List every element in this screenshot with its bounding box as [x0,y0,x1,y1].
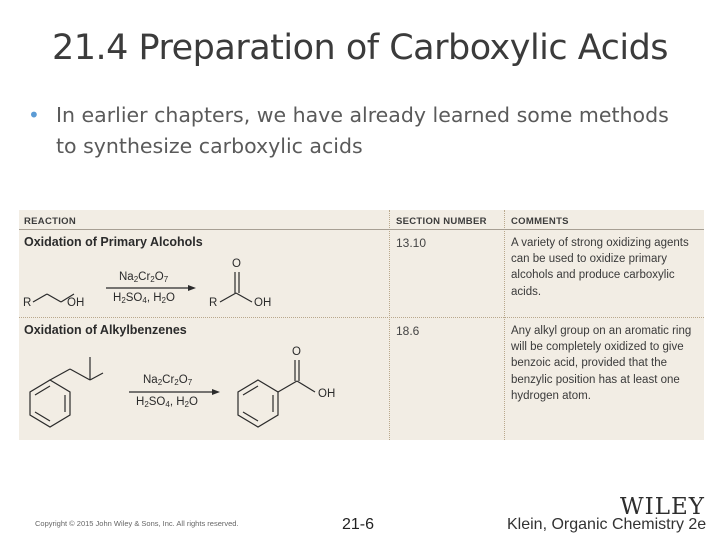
page-number: 21-6 [342,516,375,533]
reaction-comment: Any alkyl group on an aromatic ring will be completely oxidized to give benzoic acid, provided that the benzylic position has at least one hydrogen atom. [511,325,692,402]
hydroxyl-right: OH [254,297,272,309]
reagent-top: $Na_2Cr_2O_7$ [143,374,193,387]
book-reference: Klein, Organic Chemistry 2e [507,516,707,533]
copyright-notice: Copyright © 2015 John Wiley & Sons, Inc. All rights reserved. [35,519,239,528]
reaction-title: Oxidation of Alkylbenzenes [24,323,187,337]
header-comments: COMMENTS [511,216,569,227]
arrow-head-icon [212,389,220,395]
header-section-number: SECTION NUMBER [396,216,487,227]
section-number: 18.6 [396,324,420,338]
section-number: 13.10 [396,236,427,250]
hydroxyl-left: OH [67,297,85,309]
r-group-right: R [209,297,218,309]
hydroxyl-right: OH [318,388,336,400]
slide-title: 21.4 Preparation of Carboxylic Acids [51,28,669,68]
carbonyl-oxygen: O [292,346,301,358]
reaction-title: Oxidation of Primary Alcohols [24,235,203,249]
reaction-comment: A variety of strong oxidizing agents can be used to oxidize primary alcohols and produce carboxylic acids. [511,237,689,298]
reagent-bottom: $H_2SO_4$, $H_2O$ [113,292,175,305]
bullet-text: In earlier chapters, we have already learned some methods to synthesize carboxylic acids [56,103,669,158]
reagent-top: $Na_2Cr_2O_7$ [119,271,169,284]
carbonyl-oxygen: O [232,258,241,270]
header-reaction: REACTION [24,216,77,227]
r-group-left: R [23,297,32,309]
reagent-bottom: $H_2SO_4$, $H_2O$ [136,396,198,409]
wiley-logo: WILEY [620,494,705,520]
bullet-dot-icon: • [28,103,40,127]
